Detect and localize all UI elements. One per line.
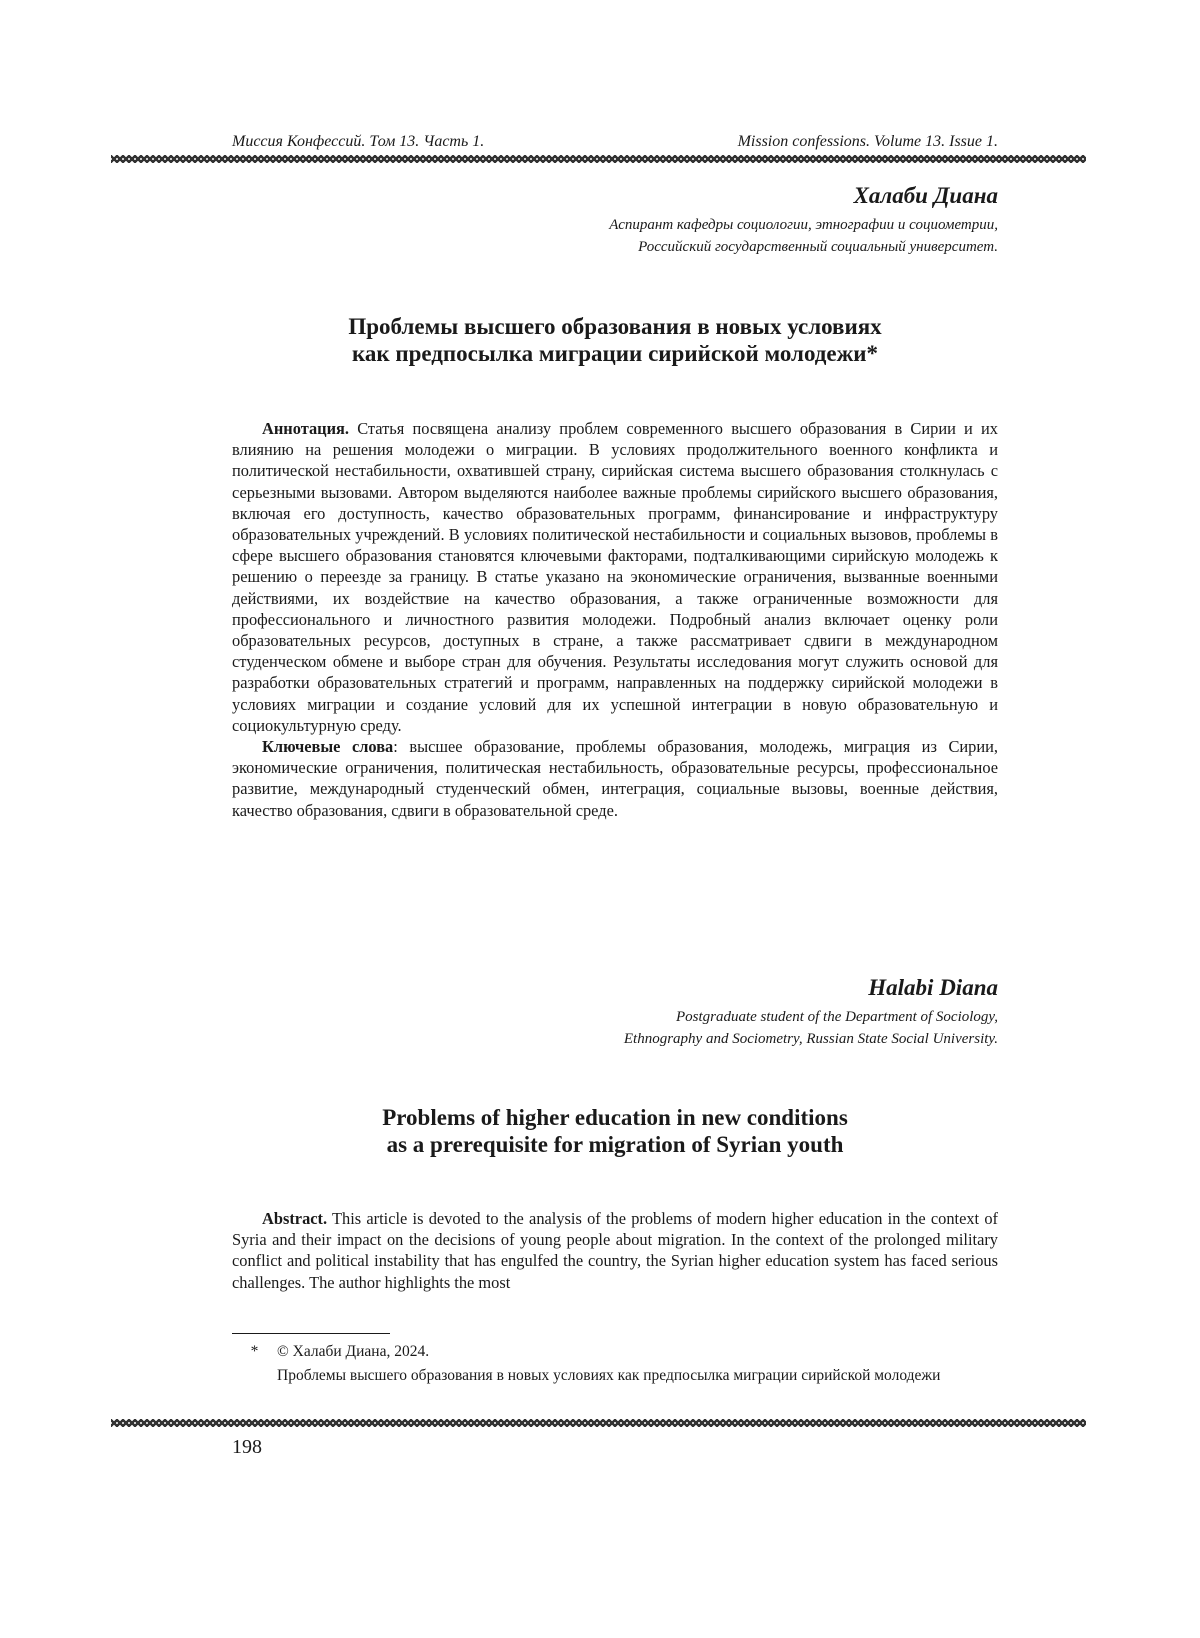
title-en-line1: Problems of higher education in new conditions [382, 1105, 848, 1130]
article-title-ru [232, 313, 998, 367]
abstract-en [232, 1208, 998, 1293]
title-ru-line1: Проблемы высшего образования в новых условиях [348, 314, 882, 339]
article-title-en [232, 1104, 998, 1158]
keywords-ru-text: : высшее образование, проблемы образования, молодежь, миграция из Сирии, экономические ограничения, политическая нестабильность, образовательные ресурсы, профессиональное развитие, международный студенческий обмен, интеграция, социальные вызовы, военные действия, качество образования, сдвиги в образовательной среде. [232, 737, 998, 820]
title-ru-line2: как предпосылка миграции сирийской молодежи* [351, 341, 879, 366]
keywords-ru-label: Ключевые слова [262, 737, 394, 757]
footnote-copyright-text: © Халаби Диана, 2024. [277, 1343, 430, 1360]
author-affiliation-ru [232, 214, 998, 258]
footnote-title: Проблемы высшего образования в новых условиях как предпосылка миграции сирийской молодежи [277, 1367, 941, 1384]
abstract-en-text: This article is devoted to the analysis of the problems of modern higher education in the context of Syria and their impact on the decisions of young people about migration. In the context of the prolonged military conflict and political instability that has engulfed the country, the Syrian higher education system has faced serious challenges. The author highlights the most [232, 1209, 998, 1292]
abstract-en-section [232, 1208, 998, 1293]
page-number: 198 [232, 1436, 262, 1458]
footnote-mark: * [250, 1343, 259, 1360]
keywords-ru [232, 736, 998, 821]
header-ornament-divider [111, 155, 1086, 163]
abstract-ru-section [232, 418, 998, 821]
author-affiliation-en [232, 1006, 998, 1050]
abstract-ru-text: Статья посвящена анализу проблем современного высшего образования в Сирии и их влиянию на решения молодежи о миграции. В условиях продолжительного военного конфликта и политической нестабильности, охватившей страну, сирийская система высшего образования столкнулась с серьезными вызовами. Автором выделяются наиболее важные проблемы сирийского высшего образования, включая его доступность, качество образовательных программ, финансирование и инфраструктуру образовательных учреждений. В условиях политической нестабильности и социальных вызовов, проблемы в сфере высшего образования становятся ключевыми факторами, подталкивающими сирийскую молодежь к решению о переезде за границу. В статье указано на экономические ограничения, вызванные военными действиями, их воздействие на качество образования, а также ограниченные возможности для профессионального и личностного развития молодежи. Подробный анализ включает оценку роли образовательных ресурсов, доступных в стране, а также рассматривает сдвиги в международном студенческом обмене и выборе стран для обучения. Результаты исследования могут служить основой для разработки образовательных стратегий и программ, направленных на поддержку сирийской молодежи в условиях миграции и создание условий для их успешной интеграции в новую образовательную и социокультурную среду. [232, 419, 998, 735]
affiliation-ru-line2: Российский государственный социальный университет. [638, 239, 998, 255]
abstract-ru-label: Аннотация. [262, 419, 350, 438]
affiliation-en-line2: Ethnography and Sociometry, Russian State Social University. [623, 1031, 998, 1047]
abstract-ru [232, 418, 998, 736]
running-header-left: Миссия Конфессий. Том 13. Часть 1. [232, 133, 485, 150]
title-en-line2: as a prerequisite for migration of Syrian youth [386, 1132, 844, 1157]
affiliation-en-line1: Postgraduate student of the Department of Sociology, [675, 1009, 998, 1025]
footnote-copyright [232, 1341, 998, 1362]
author-name-en: Halabi Diana [868, 975, 998, 1000]
affiliation-ru-line1: Аспирант кафедры социологии, этнографии и социометрии, [609, 217, 998, 233]
running-header [232, 133, 998, 151]
footnote-rule [232, 1333, 390, 1334]
running-header-right: Mission confessions. Volume 13. Issue 1. [737, 133, 998, 150]
author-name-ru: Халаби Диана [853, 183, 998, 208]
abstract-en-label: Abstract. [262, 1209, 328, 1228]
footer-ornament-divider [111, 1419, 1086, 1427]
